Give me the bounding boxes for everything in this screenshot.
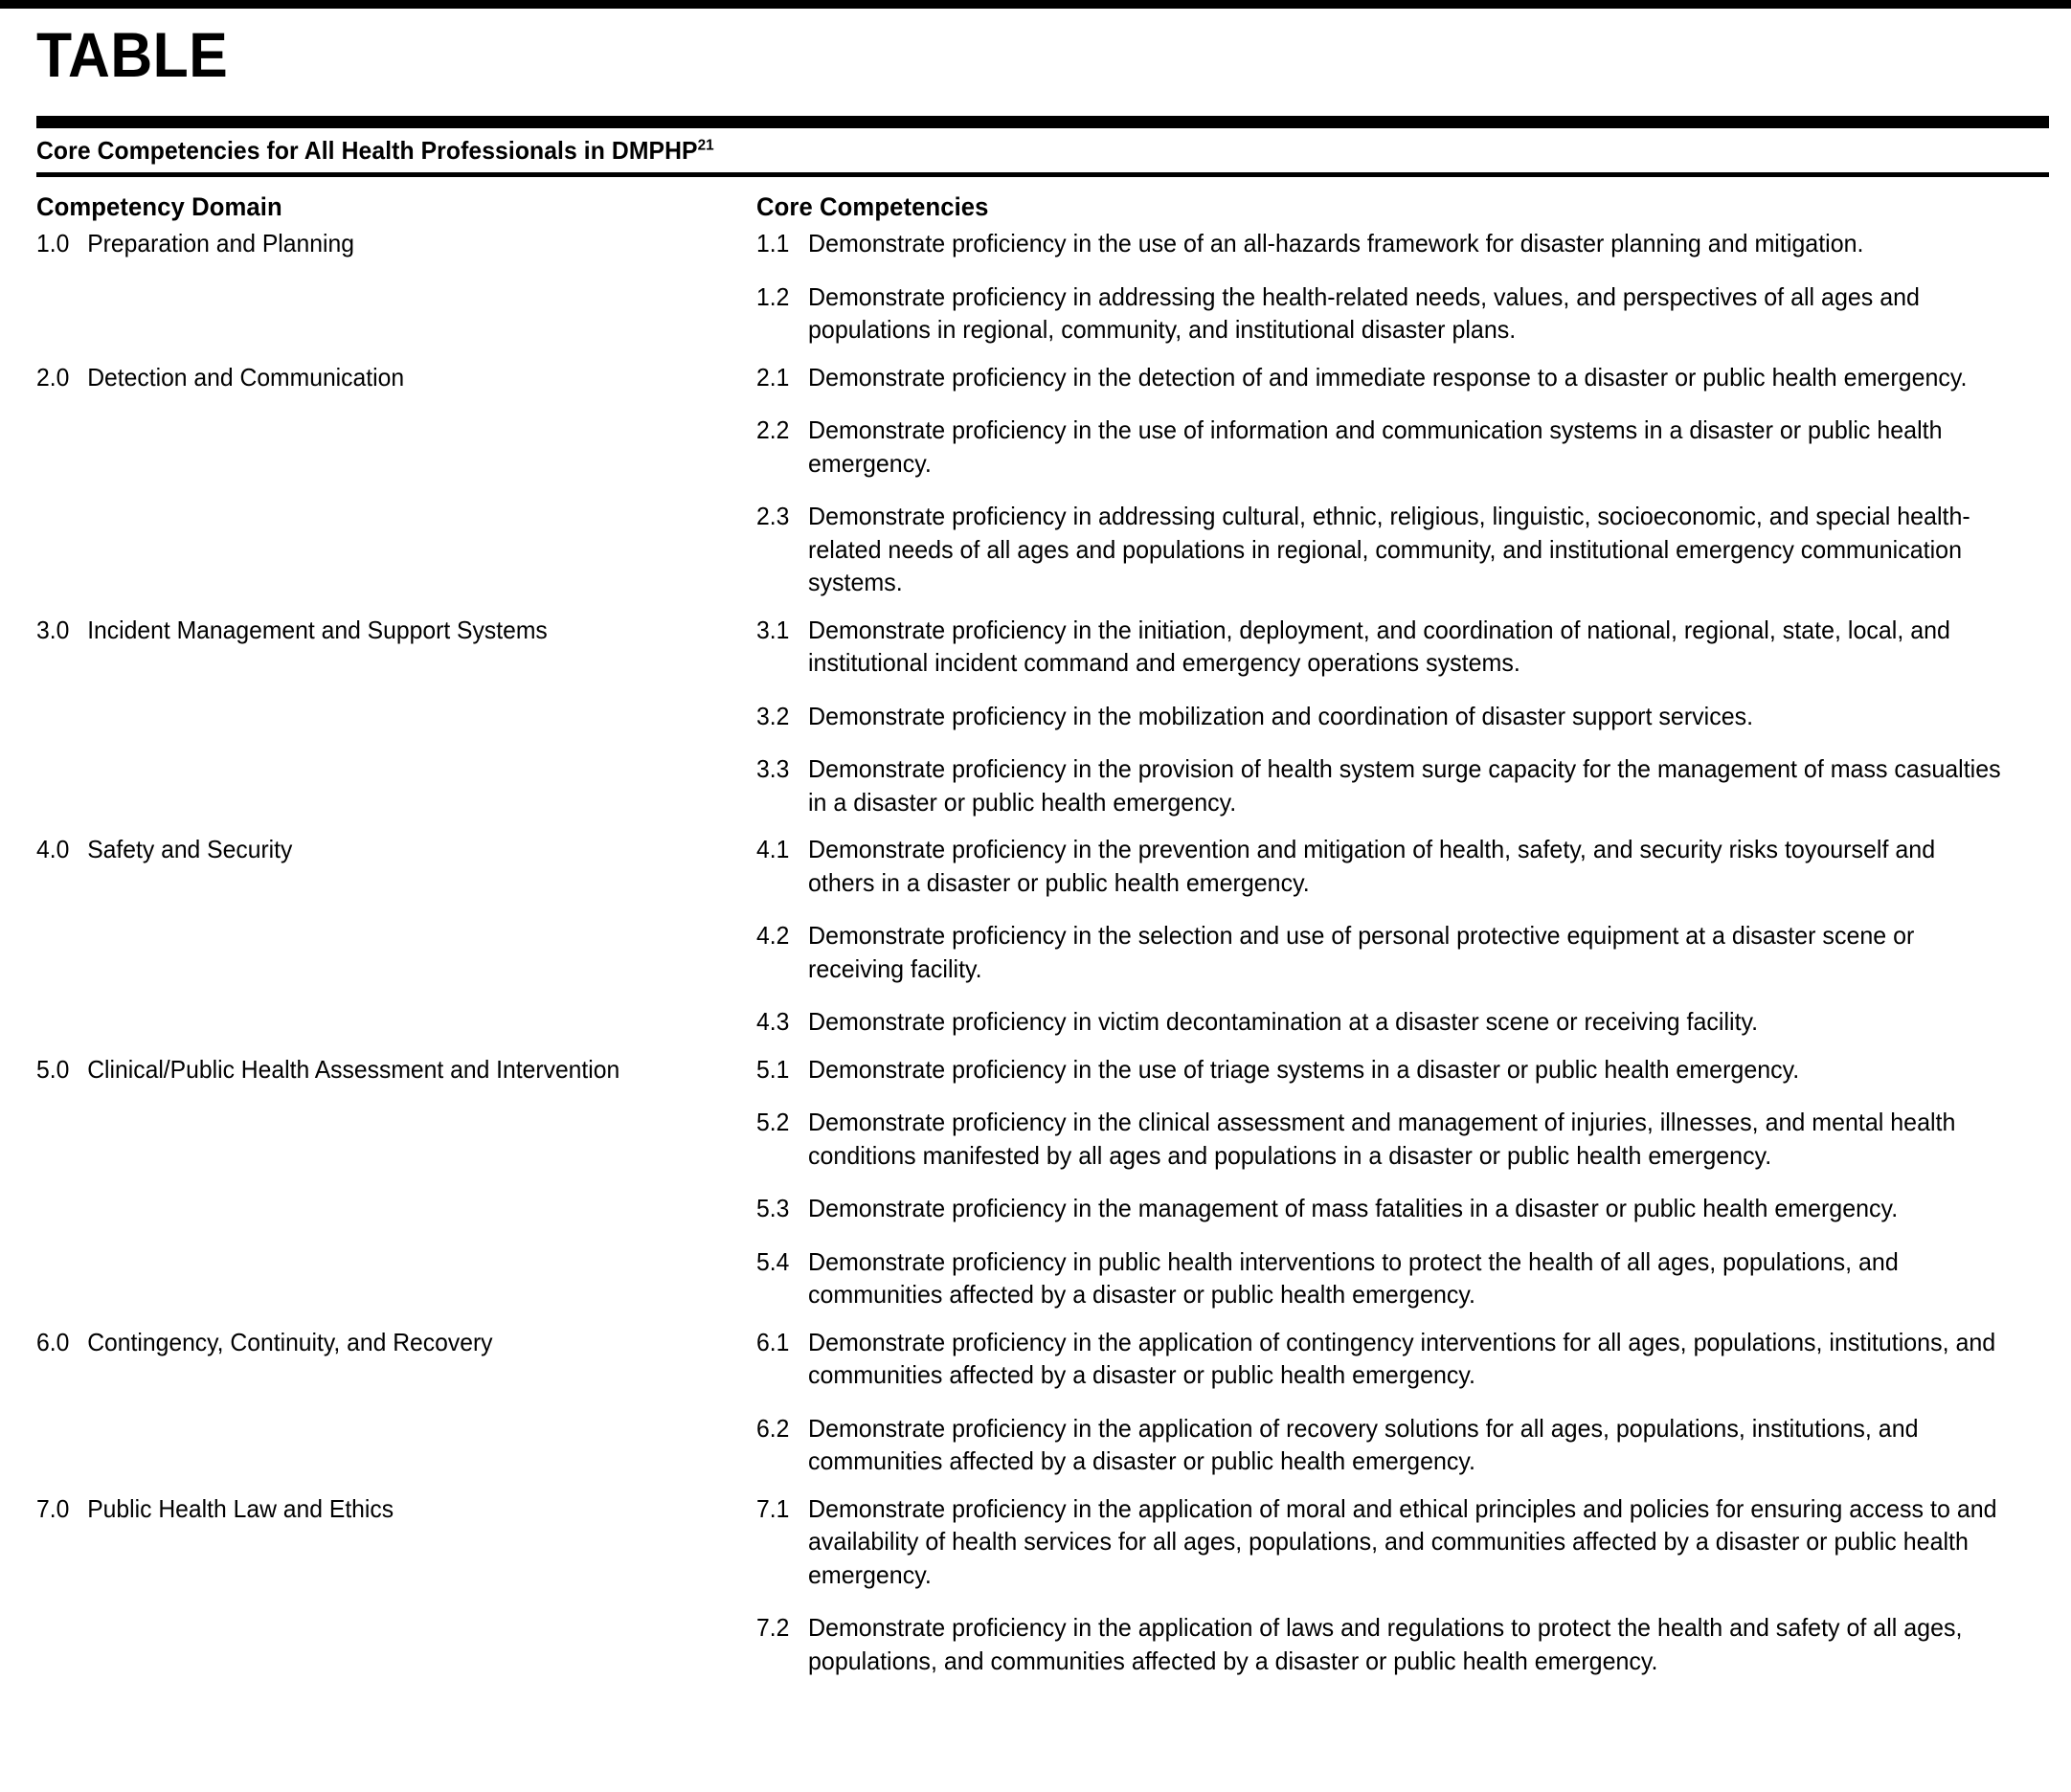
core-competency-number: 3.1 xyxy=(756,615,790,644)
core-competency-text: Demonstrate proficiency in the prevention and mitigation of health, safety, and security risks toyourself and others in a disaster or public health emergency. xyxy=(808,835,1936,897)
competency-domain-cell xyxy=(36,227,756,347)
core-competency-text: Demonstrate proficiency in the use of an all-hazards framework for disaster planning and mitigation. xyxy=(808,229,1864,258)
core-competency-item xyxy=(756,1492,2049,1592)
core-competency-text: Demonstrate proficiency in the application of contingency interventions for all ages, populations, institutions, and communities affected by a disaster or public health emergency. xyxy=(808,1327,1996,1389)
core-competency-number: 1.1 xyxy=(756,229,790,258)
core-competency-item xyxy=(756,1326,2049,1392)
competency-domain-label xyxy=(36,1492,720,1525)
core-competency-item xyxy=(756,500,2049,599)
core-competency-item xyxy=(756,1245,2049,1311)
core-competencies-cell xyxy=(756,614,2049,819)
core-competencies-cell xyxy=(756,1492,2049,1678)
competency-domain-cell xyxy=(36,614,756,819)
core-competency-item xyxy=(756,700,2049,733)
competency-domain-number: 1.0 xyxy=(36,229,70,258)
core-competency-item xyxy=(756,280,2049,347)
competency-domain-text: Public Health Law and Ethics xyxy=(87,1493,394,1523)
table-row-spacer-cell xyxy=(756,599,2049,614)
table-row-spacer-cell xyxy=(756,1039,2049,1053)
table-row-spacer-cell xyxy=(756,818,2049,833)
table-row-spacer xyxy=(36,1311,2049,1326)
core-competency-item xyxy=(756,919,2049,985)
core-competency-number: 4.2 xyxy=(756,921,790,950)
table-row xyxy=(36,227,2049,347)
core-competency-number: 6.1 xyxy=(756,1327,790,1356)
competency-domain-cell xyxy=(36,1053,756,1311)
competency-domain-number: 5.0 xyxy=(36,1054,70,1084)
core-competencies-cell xyxy=(756,361,2049,599)
core-competency-text: Demonstrate proficiency in the selection and use of personal protective equipment at a disaster scene or receiving facility. xyxy=(808,921,1915,983)
table-row-spacer-cell xyxy=(36,599,756,614)
core-competency-item xyxy=(756,1005,2049,1039)
table-content xyxy=(36,0,2049,1677)
competency-table-body xyxy=(36,227,2049,1677)
competency-domain-text: Contingency, Continuity, and Recovery xyxy=(87,1327,493,1356)
core-competency-number: 5.3 xyxy=(756,1194,790,1222)
core-competency-number: 7.1 xyxy=(756,1493,790,1523)
core-competency-number: 2.1 xyxy=(756,362,790,392)
competency-domain-label xyxy=(36,833,720,865)
core-competency-text: Demonstrate proficiency in the initiation, deployment, and coordination of national, regional, state, local, and institutional incident command and emergency operations systems. xyxy=(808,615,1950,677)
table-label: TABLE xyxy=(36,19,229,90)
competency-domain-text: Detection and Communication xyxy=(87,362,405,392)
core-competencies-cell xyxy=(756,1326,2049,1478)
core-competency-text: Demonstrate proficiency in the detection of and immediate response to a disaster or public health emergency. xyxy=(808,362,1968,392)
competency-domain-number: 6.0 xyxy=(36,1327,70,1356)
competency-domain-label xyxy=(36,1053,720,1086)
competency-domain-label xyxy=(36,227,720,259)
table-row xyxy=(36,1053,2049,1311)
table-row-spacer-cell xyxy=(756,1311,2049,1326)
core-competency-item xyxy=(756,1611,2049,1677)
core-competencies-cell xyxy=(756,227,2049,347)
core-competency-item xyxy=(756,752,2049,818)
core-competency-number: 4.3 xyxy=(756,1007,790,1036)
core-competency-text: Demonstrate proficiency in the use of triage systems in a disaster or public health emergency. xyxy=(808,1054,1800,1084)
table-row-spacer-cell xyxy=(756,347,2049,361)
core-competency-item xyxy=(756,361,2049,394)
core-competency-item xyxy=(756,1412,2049,1478)
competency-domain-cell xyxy=(36,361,756,599)
table-row-spacer-cell xyxy=(36,347,756,361)
core-competency-number: 6.2 xyxy=(756,1413,790,1443)
table-row-spacer xyxy=(36,1478,2049,1492)
core-competency-item xyxy=(756,1053,2049,1086)
core-competency-number: 4.1 xyxy=(756,835,790,863)
core-competency-text: Demonstrate proficiency in addressing cultural, ethnic, religious, linguistic, socioeconomic, and special health-related needs of all ages and populations in regional, community, and institutional emergency communication systems. xyxy=(808,502,1970,596)
competency-domain-text: Safety and Security xyxy=(87,835,293,863)
competency-domain-text: Incident Management and Support Systems xyxy=(87,615,548,644)
core-competency-text: Demonstrate proficiency in the application of moral and ethical principles and policies for ensuring access to and availability of health services for all ages, populations, and communities affected by a disaster or public health emergency. xyxy=(808,1493,1997,1589)
table-row-spacer xyxy=(36,347,2049,361)
core-competencies-cell xyxy=(756,1053,2049,1311)
core-competency-number: 7.2 xyxy=(756,1613,790,1642)
core-competency-text: Demonstrate proficiency in public health interventions to protect the health of all ages, populations, and communities affected by a disaster or public health emergency. xyxy=(808,1246,1899,1309)
core-competency-text: Demonstrate proficiency in the mobilization and coordination of disaster support services. xyxy=(808,701,1754,730)
core-competency-item xyxy=(756,227,2049,260)
core-competency-text: Demonstrate proficiency in addressing the health-related needs, values, and perspectives of all ages and populations in regional, community, and institutional disaster plans. xyxy=(808,281,1920,344)
core-competency-number: 5.4 xyxy=(756,1246,790,1276)
column-header-domain: Competency Domain xyxy=(36,192,282,221)
competency-domain-number: 2.0 xyxy=(36,362,70,392)
core-competency-text: Demonstrate proficiency in the provision of health system surge capacity for the management of mass casualties in a disaster or public health emergency. xyxy=(808,754,2001,817)
competency-table xyxy=(36,227,2049,1677)
core-competency-text: Demonstrate proficiency in the use of information and communication systems in a disaster or public health emergency. xyxy=(808,415,1943,478)
table-row xyxy=(36,1326,2049,1478)
table-row-spacer xyxy=(36,1039,2049,1053)
core-competency-number: 3.2 xyxy=(756,701,790,730)
core-competency-number: 2.3 xyxy=(756,502,790,530)
table-row-spacer-cell xyxy=(756,1478,2049,1492)
competency-domain-label xyxy=(36,361,720,393)
competency-domain-cell xyxy=(36,1326,756,1478)
column-header-competencies: Core Competencies xyxy=(756,192,989,221)
core-competency-number: 1.2 xyxy=(756,281,790,311)
table-row xyxy=(36,833,2049,1039)
competency-domain-label xyxy=(36,1326,720,1358)
core-competency-text: Demonstrate proficiency in the management of mass fatalities in a disaster or public health emergency. xyxy=(808,1194,1899,1222)
core-competency-item xyxy=(756,1192,2049,1225)
table-caption-reference: 21 xyxy=(697,136,714,154)
core-competency-text: Demonstrate proficiency in the application of laws and regulations to protect the health and safety of all ages, populations, and communities affected by a disaster or public health emergency. xyxy=(808,1613,1963,1675)
competency-domain-label xyxy=(36,614,720,646)
table-caption xyxy=(36,128,1948,172)
core-competency-number: 5.2 xyxy=(756,1108,790,1136)
table-row-spacer-cell xyxy=(36,1311,756,1326)
core-competency-text: Demonstrate proficiency in the application of recovery solutions for all ages, populations, institutions, and communities affected by a disaster or public health emergency. xyxy=(808,1413,1919,1475)
core-competency-text: Demonstrate proficiency in the clinical assessment and management of injuries, illnesses, and mental health conditions manifested by all ages and populations in a disaster or public health emergency. xyxy=(808,1108,1956,1170)
core-competency-number: 2.2 xyxy=(756,415,790,444)
competency-domain-cell xyxy=(36,1492,756,1678)
core-competency-item xyxy=(756,414,2049,480)
table-row xyxy=(36,361,2049,599)
competency-domain-text: Clinical/Public Health Assessment and Intervention xyxy=(87,1054,620,1084)
competency-domain-number: 7.0 xyxy=(36,1493,70,1523)
core-competency-text: Demonstrate proficiency in victim decontamination at a disaster scene or receiving facility. xyxy=(808,1007,1759,1036)
competency-domain-number: 4.0 xyxy=(36,835,70,863)
core-competency-item xyxy=(756,1106,2049,1172)
core-competencies-cell xyxy=(756,833,2049,1039)
competency-domain-number: 3.0 xyxy=(36,615,70,644)
core-competency-number: 5.1 xyxy=(756,1054,790,1084)
table-row-spacer-cell xyxy=(36,1039,756,1053)
table-row xyxy=(36,1492,2049,1678)
core-competency-item xyxy=(756,833,2049,899)
competency-domain-text: Preparation and Planning xyxy=(87,229,354,258)
table-row-spacer xyxy=(36,599,2049,614)
table-row-spacer-cell xyxy=(36,818,756,833)
table-caption-text: Core Competencies for All Health Professionals in DMPHP xyxy=(36,136,698,165)
table-row xyxy=(36,614,2049,819)
column-header-row xyxy=(36,177,2049,227)
caption-top-rule xyxy=(36,116,2049,128)
core-competency-number: 3.3 xyxy=(756,754,790,783)
core-competency-item xyxy=(756,614,2049,680)
table-row-spacer xyxy=(36,818,2049,833)
competency-domain-cell xyxy=(36,833,756,1039)
table-row-spacer-cell xyxy=(36,1478,756,1492)
